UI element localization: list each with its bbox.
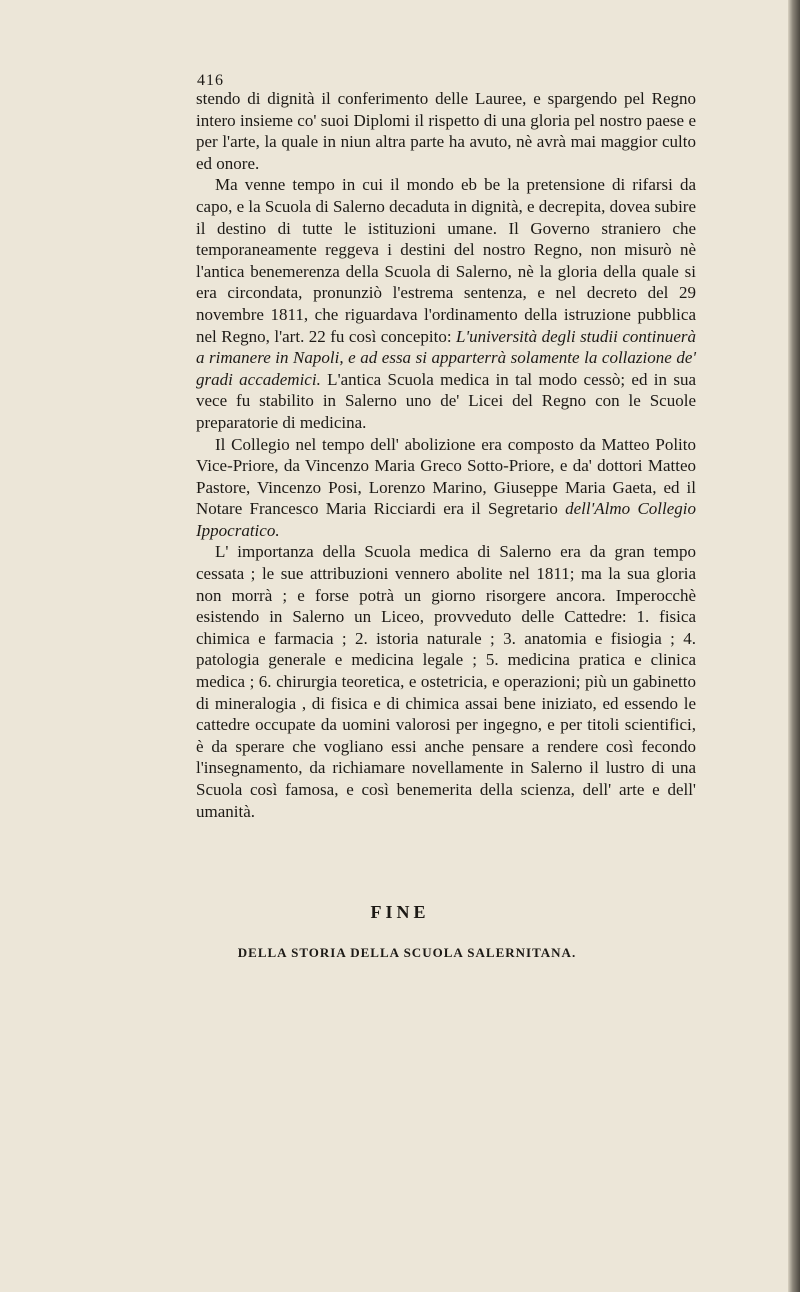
end-title: FINE — [370, 902, 430, 922]
text-run: Il Collegio nel tempo dell' abolizione era composto da Matteo Polito Vice-Priore, da Vincenzo Maria Greco Sotto-Priore, e da' dottori Matteo Pastore, Vincenzo Posi, Lorenzo Marino, Giuseppe Maria Gaeta, ed il Notare Francesco Maria Ricciardi era il Segretario — [196, 434, 696, 519]
italic-run: dell'Almo Collegio Ippocratico. — [196, 499, 696, 540]
paragraph — [196, 88, 696, 174]
text-run: stendo di dignità il conferimento delle Lauree, e spargendo pel Regno intero insieme co' suoi Diplomi il rispetto di una gloria pel nostro paese e per l'arte, la quale in niun altra parte ha avuto, nè avrà mai maggior culto ed onore. — [196, 89, 696, 173]
paragraph — [196, 174, 696, 433]
italic-run: L'università degli studii continuerà a rimanere in Napoli, e ad essa si apparterrà solamente la collazione de' gradi accademici. — [196, 326, 696, 389]
paragraph — [196, 434, 696, 542]
end-subtitle: DELLA STORIA DELLA SCUOLA SALERNITANA. — [237, 945, 577, 960]
page-number: 416 — [197, 72, 224, 89]
paragraph — [196, 541, 696, 822]
text-run: Ma venne tempo in cui il mondo eb be la pretensione di rifarsi da capo, e la Scuola di Salerno decaduta in dignità, e decrepita, dovea subire il destino di tutte le istituzioni umane. Il Governo straniero che temporaneamente reggeva i destini del nostro Regno, non misurò nè l'antica benemerenza della Scuola di Salerno, nè la gloria della quale si era circondata, pronunziò l'estrema sentenza, e nel decreto del 29 novembre 1811, che riguardava l'ordinamento della istruzione pubblica nel Regno, l'art. 22 fu così concepito: — [196, 175, 696, 346]
text-run: L'antica Scuola medica in tal modo cessò; ed in sua vece fu stabilito in Salerno uno de' Licei del Regno con le Scuole preparatorie di medicina. — [196, 369, 697, 432]
body-text — [196, 88, 696, 822]
page-edge-shadow — [788, 0, 800, 1292]
text-run: L' importanza della Scuola medica di Salerno era da gran tempo cessata ; le sue attribuzioni vennero abolite nel 1811; ma la sua gloria non morrà ; e forse potrà un giorno risorgere ancora. Imperocchè esistendo in Salerno un Liceo, provveduto delle Cattedre: 1. fisica chimica e farmacia ; 2. istoria naturale ; 3. anatomia e fisiogia ; 4. patologia generale e medicina legale ; 5. medicina pratica e clinica medica ; 6. chirurgia teoretica, e ostetricia, e operazioni; più un gabinetto di mineralogia , di fisica e di chimica assai bene iniziato, ed essendo le cattedre occupate da uomini valorosi per ingegno, e per titoli scientifici, è da sperare che vogliano essi anche pensare a rendere così fecondo l'insegnamento, da richiamare novellamente in Salerno il lustro di una Scuola così famosa, e così benemerita della scienza, dell' arte e dell' umanità. — [196, 542, 696, 821]
